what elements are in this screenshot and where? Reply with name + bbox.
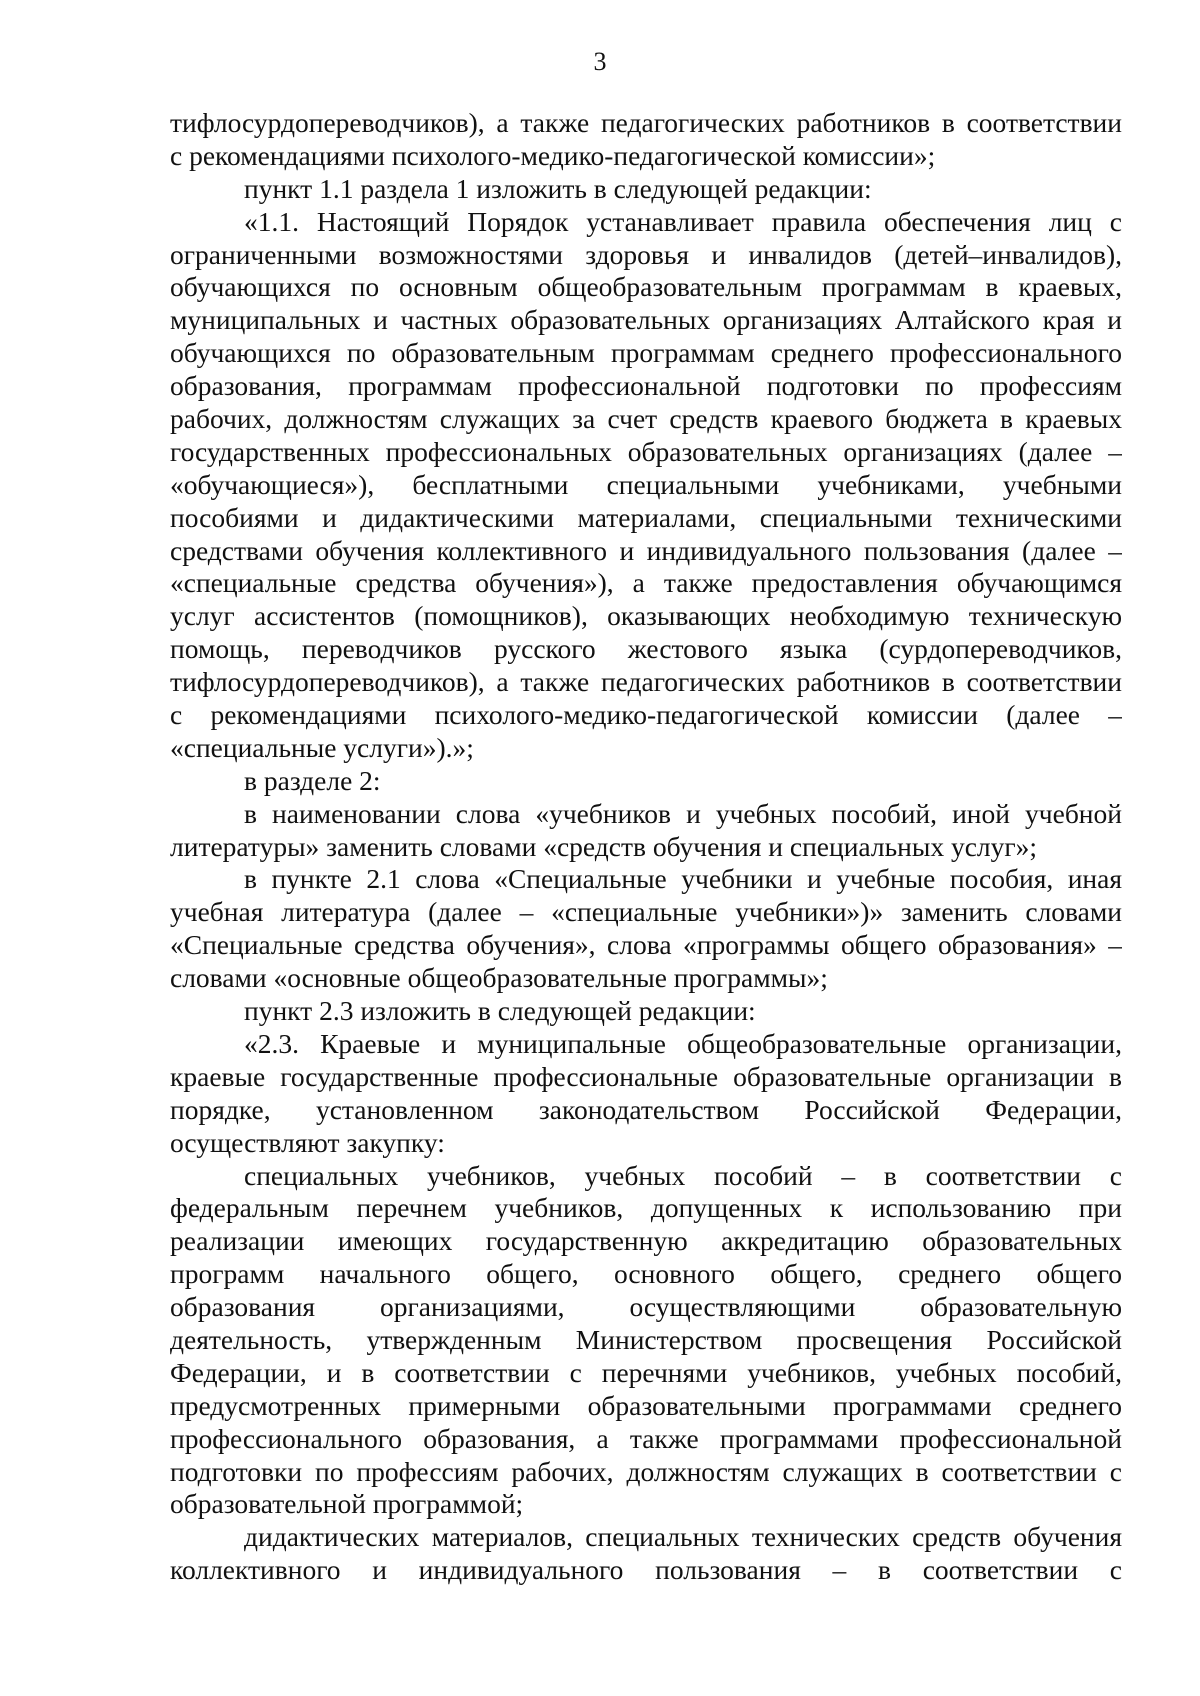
text-line: литературы» заменить словами «средств обучения и специальных услуг»; [170, 830, 1038, 862]
text-line: подготовки по профессиям рабочих, должностям служащих в соответствии с [170, 1455, 1122, 1487]
text-line: словами «основные общеобразовательные программы»; [170, 962, 828, 994]
text-line: образовательной программой; [170, 1488, 524, 1520]
text-line: коллективного и индивидуального пользования – в соответствии с [170, 1554, 1122, 1586]
text-line: пункт 2.3 изложить в следующей редакции: [244, 995, 756, 1027]
text-line: краевые государственные профессиональные образовательные организации в [170, 1060, 1122, 1092]
page-number: 3 [593, 47, 607, 76]
text-line: с рекомендациями психолого-медико-педагогической комиссии (далее – [170, 699, 1122, 731]
text-line: «1.1. Настоящий Порядок устанавливает правила обеспечения лиц с [244, 205, 1122, 237]
text-line: обучающихся по образовательным программам среднего профессионального [170, 337, 1122, 369]
document-body [170, 107, 1122, 1587]
text-line: государственных профессиональных образовательных организациях (далее – [170, 435, 1122, 467]
text-line: пособиями и дидактическими материалами, специальными техническими [170, 501, 1122, 533]
paragraph-amendment-2-3 [170, 995, 1122, 1028]
text-line: услуг ассистентов (помощников), оказывающих необходимую техническую [170, 600, 1122, 632]
text-line: «специальные услуги»).»; [170, 731, 474, 763]
text-line: «специальные средства обучения»), а также предоставления обучающимся [170, 567, 1122, 599]
text-line: программ начального общего, основного общего, среднего общего [170, 1258, 1122, 1290]
text-line: пункт 1.1 раздела 1 изложить в следующей редакции: [244, 172, 872, 204]
paragraph-continuation [170, 107, 1122, 173]
text-line: в разделе 2: [244, 764, 381, 796]
paragraph-clause-1-1 [170, 206, 1122, 765]
text-line: осуществляют закупку: [170, 1126, 445, 1158]
text-line: «обучающиеся»), бесплатными специальными учебниками, учебными [170, 468, 1122, 500]
paragraph-section-2 [170, 765, 1122, 798]
text-line: средствами обучения коллективного и индивидуального пользования (далее – [170, 534, 1122, 566]
text-line: «2.3. Краевые и муниципальные общеобразовательные организации, [244, 1027, 1122, 1059]
text-line: деятельность, утвержденным Министерством просвещения Российской [170, 1323, 1122, 1355]
text-line: образования организациями, осуществляющими образовательную [170, 1291, 1122, 1323]
text-line: образования, программам профессиональной подготовки по профессиям [170, 370, 1122, 402]
text-line: специальных учебников, учебных пособий – в соответствии с [244, 1159, 1122, 1191]
paragraph-section-2-title [170, 798, 1122, 864]
paragraph-didactic-materials [170, 1521, 1122, 1587]
paragraph-amendment-1-1 [170, 173, 1122, 206]
text-line: «Специальные средства обучения», слова «программы общего образования» – [170, 929, 1122, 961]
text-line: федеральным перечнем учебников, допущенных к использованию при [170, 1192, 1122, 1224]
paragraph-textbooks [170, 1160, 1122, 1522]
text-line: Федерации, и в соответствии с перечнями учебников, учебных пособий, [170, 1356, 1122, 1388]
text-line: в наименовании слова «учебников и учебных пособий, иной учебной [244, 797, 1122, 829]
text-line: профессионального образования, а также программами профессиональной [170, 1422, 1122, 1454]
text-line: рабочих, должностям служащих за счет средств краевого бюджета в краевых [170, 403, 1122, 435]
text-line: реализации имеющих государственную аккредитацию образовательных [170, 1225, 1122, 1257]
text-line: тифлосурдопереводчиков), а также педагогических работников в соответствии [170, 666, 1122, 698]
text-line: предусмотренных примерными образовательными программами среднего [170, 1389, 1122, 1421]
text-line: обучающихся по основным общеобразовательным программам в краевых, [170, 271, 1122, 303]
text-line: учебная литература (далее – «специальные учебники»)» заменить словами [170, 896, 1122, 928]
text-line: помощь, переводчиков русского жестового языка (сурдопереводчиков, [170, 633, 1122, 665]
text-line: в пункте 2.1 слова «Специальные учебники и учебные пособия, иная [244, 863, 1122, 895]
text-line: дидактических материалов, специальных технических средств обучения [244, 1521, 1122, 1553]
text-line: муниципальных и частных образовательных организациях Алтайского края и [170, 304, 1122, 336]
text-line: тифлосурдопереводчиков), а также педагогических работников в соответствии [170, 107, 1122, 138]
text-line: порядке, установленном законодательством Российской Федерации, [170, 1093, 1122, 1125]
paragraph-clause-2-1 [170, 863, 1122, 995]
text-line: с рекомендациями психолого-медико-педагогической комиссии»; [170, 139, 936, 171]
text-line: ограниченными возможностями здоровья и инвалидов (детей–инвалидов), [170, 238, 1122, 270]
paragraph-clause-2-3 [170, 1028, 1122, 1160]
